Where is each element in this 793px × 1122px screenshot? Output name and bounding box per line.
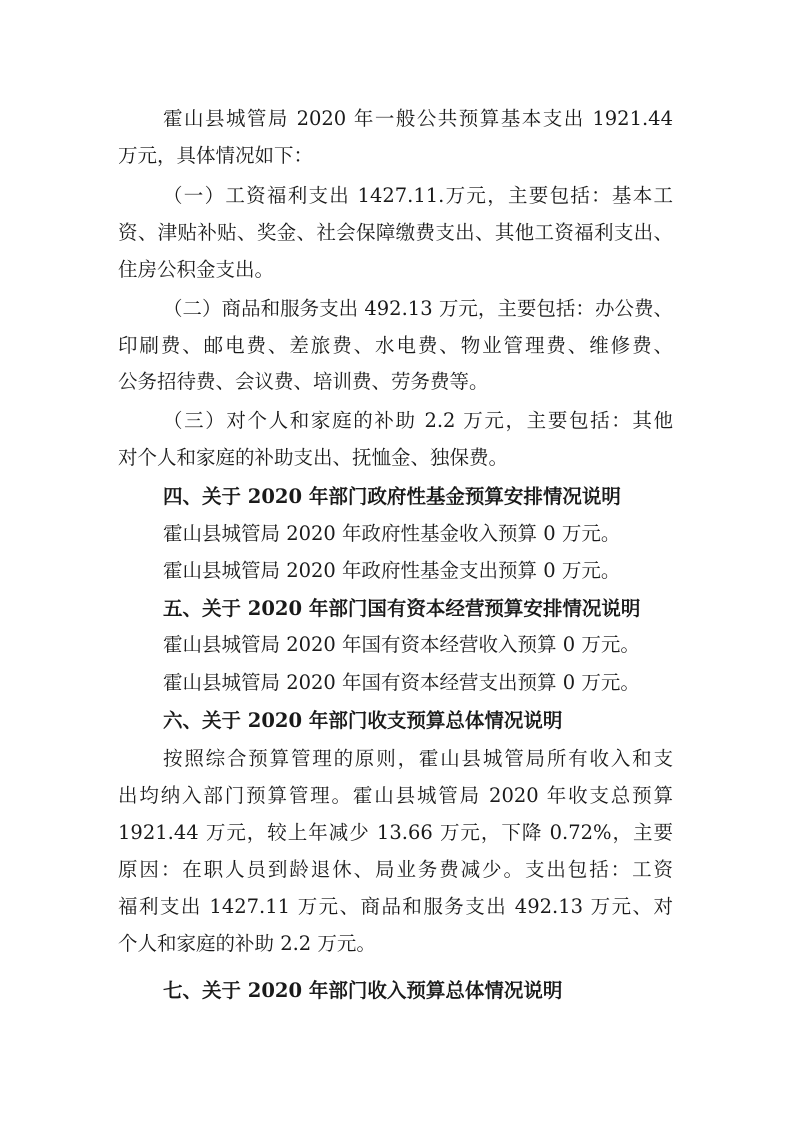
section-6-line-6: 个人和家庭的补助 2.2 万元。: [118, 932, 376, 955]
goods-services-line-2: 印刷费、邮电费、差旅费、水电费、物业管理费、维修费、: [118, 334, 673, 357]
section-6-line-1: 按照综合预算管理的原则，霍山县城管局所有收入和支: [163, 747, 673, 770]
salary-welfare-line-1: （一）工资福利支出 1427.11.万元，主要包括：基本工: [163, 184, 673, 207]
goods-services-line-3: 公务招待费、会议费、培训费、劳务费等。: [118, 370, 489, 393]
general-budget-intro-line-1: 霍山县城管局 2020 年一般公共预算基本支出 1921.44: [163, 107, 673, 130]
section-6-heading: 六、关于 2020 年部门收支预算总体情况说明: [163, 709, 563, 732]
salary-welfare-line-2: 资、津贴补贴、奖金、社会保障缴费支出、其他工资福利支出、: [118, 221, 673, 244]
section-4-heading: 四、关于 2020 年部门政府性基金预算安排情况说明: [163, 485, 621, 508]
section-6-line-3: 1921.44 万元，较上年减少 13.66 万元，下降 0.72%，主要: [118, 821, 673, 844]
section-7-heading: 七、关于 2020 年部门收入预算总体情况说明: [163, 979, 563, 1002]
section-4-para-1: 霍山县城管局 2020 年政府性基金收入预算 0 万元。: [163, 522, 621, 545]
household-subsidy-line-1: （三）对个人和家庭的补助 2.2 万元，主要包括：其他: [163, 409, 673, 432]
section-5-para-1: 霍山县城管局 2020 年国有资本经营收入预算 0 万元。: [163, 633, 640, 656]
section-6-line-2: 出均纳入部门预算管理。霍山县城管局 2020 年收支总预算: [118, 784, 673, 807]
goods-services-line-1: （二）商品和服务支出 492.13 万元，主要包括：办公费、: [163, 297, 673, 320]
section-6-line-4: 原因：在职人员到龄退休、局业务费减少。支出包括：工资: [118, 858, 673, 881]
section-4-para-2: 霍山县城管局 2020 年政府性基金支出预算 0 万元。: [163, 559, 621, 582]
general-budget-intro-line-2: 万元，具体情况如下：: [118, 144, 314, 167]
section-6-line-5: 福利支出 1427.11 万元、商品和服务支出 492.13 万元、对: [118, 895, 673, 918]
section-5-para-2: 霍山县城管局 2020 年国有资本经营支出预算 0 万元。: [163, 671, 640, 694]
household-subsidy-line-2: 对个人和家庭的补助支出、抚恤金、独保费。: [118, 446, 509, 469]
section-5-heading: 五、关于 2020 年部门国有资本经营预算安排情况说明: [163, 597, 641, 620]
salary-welfare-line-3: 住房公积金支出。: [118, 258, 275, 281]
